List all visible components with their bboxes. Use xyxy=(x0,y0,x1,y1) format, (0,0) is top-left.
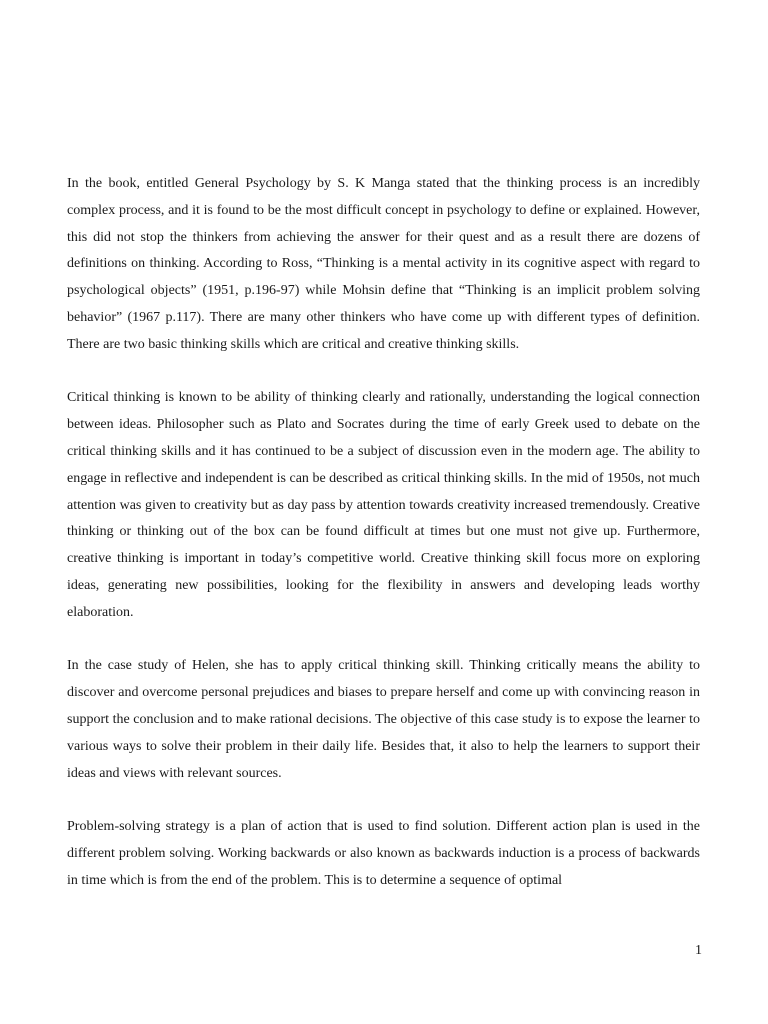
body-text xyxy=(67,171,700,921)
page-number: 1 xyxy=(695,943,702,958)
paragraph-critical-creative-thinking: Critical thinking is known to be ability of thinking clearly and rationally, understanding the logical connection between ideas. Philosopher such as Plato and Socrates during the time of early Greek used to debate on the critical thinking skills and it has continued to be a subject of discussion even in the modern age. The ability to engage in reflective and independent is can be described as critical thinking skills. In the mid of 1950s, not much attention was given to creativity but as day pass by attention towards creativity increased tremendously. Creative thinking or thinking out of the box can be found difficult at times but one must not give up. Furthermore, creative thinking is important in today’s competitive world. Creative thinking skill focus more on exploring ideas, generating new possibilities, looking for the flexibility in answers and developing leads worthy elaboration. xyxy=(67,390,700,620)
paragraph-problem-solving-strategy: Problem-solving strategy is a plan of action that is used to find solution. Different action plan is used in the different problem solving. Working backwards or also known as backwards induction is a process of backwards in time which is from the end of the problem. This is to determine a sequence of optimal xyxy=(67,819,700,888)
paragraph-helen-case-study: In the case study of Helen, she has to apply critical thinking skill. Thinking critically means the ability to discover and overcome personal prejudices and biases to prepare herself and come up with convincing reason in support the conclusion and to make rational decisions. The objective of this case study is to expose the learner to various ways to solve their problem in their daily life. Besides that, it also to help the learners to support their ideas and views with relevant sources. xyxy=(67,658,700,781)
paragraph-thinking-definitions: In the book, entitled General Psychology by S. K Manga stated that the thinking process is an incredibly complex process, and it is found to be the most difficult concept in psychology to define or explained. However, this did not stop the thinkers from achieving the answer for their quest and as a result there are dozens of definitions on thinking. According to Ross, “Thinking is a mental activity in its cognitive aspect with regard to psychological objects” (1951, p.196-97) while Mohsin define that “Thinking is an implicit problem solving behavior” (1967 p.117). There are many other thinkers who have come up with different types of definition. There are two basic thinking skills which are critical and creative thinking skills. xyxy=(67,176,700,352)
